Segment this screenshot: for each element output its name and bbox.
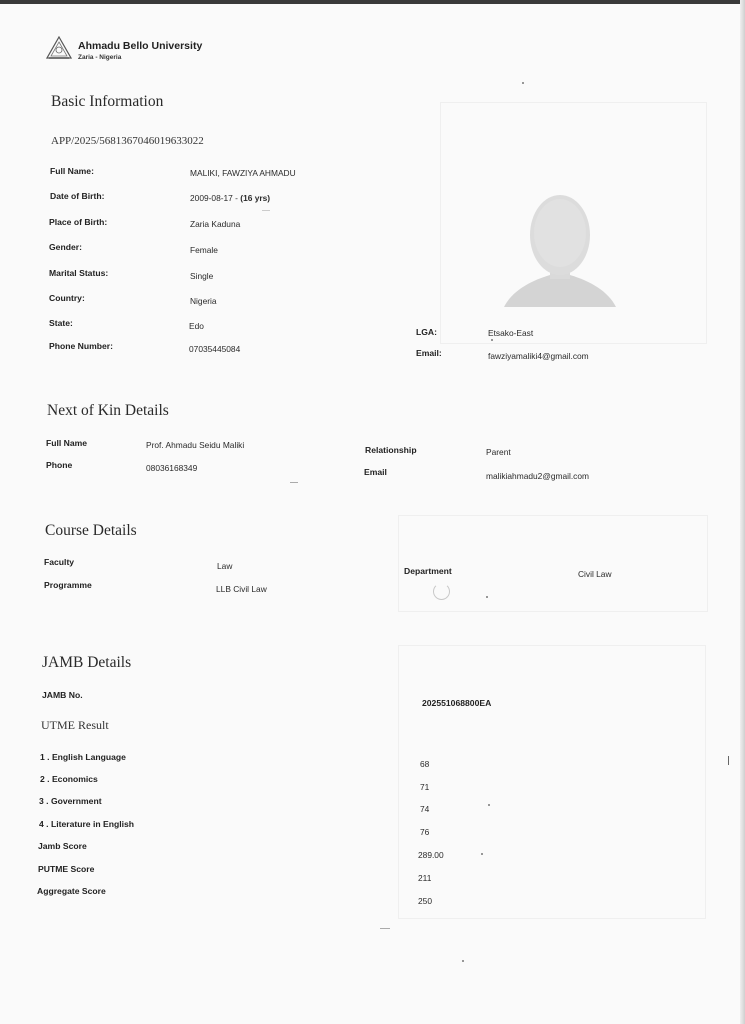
subject-label: 1 . English Language [40, 752, 126, 762]
kin-relationship-value: Parent [486, 447, 511, 457]
scan-speck [522, 82, 524, 84]
section-title-course: Course Details [45, 522, 137, 539]
subject-score: 68 [420, 759, 430, 769]
university-location: Zaria - Nigeria [78, 54, 122, 61]
phone-value: 07035445084 [189, 344, 241, 354]
kin-phone-value: 08036168349 [146, 463, 198, 473]
aggregate-label: Aggregate Score [37, 886, 106, 896]
application-id: APP/2025/5681367046019633022 [51, 135, 204, 147]
section-title-jamb: JAMB Details [42, 654, 132, 671]
pob-value: Zaria Kaduna [190, 219, 241, 229]
kin-email-value: malikiahmadu2@gmail.com [486, 471, 589, 481]
lga-label: LGA: [416, 327, 438, 337]
faculty-value: Law [217, 561, 233, 571]
jamb-score-label: Jamb Score [38, 841, 87, 851]
loading-spinner-icon [433, 583, 450, 600]
subject-score: 74 [420, 804, 430, 814]
kin-name-value: Prof. Ahmadu Seidu Maliki [146, 440, 245, 450]
dob-label: Date of Birth: [50, 191, 105, 201]
jamb-no-value: 202551068800EA [422, 698, 492, 708]
kin-email-label: Email [364, 467, 387, 477]
gender-label: Gender: [49, 242, 82, 252]
putme-score-value: 211 [418, 873, 432, 883]
scan-speck [290, 482, 298, 483]
aggregate-value: 250 [418, 896, 432, 906]
scan-speck [481, 853, 483, 855]
kin-phone-label: Phone [46, 460, 73, 470]
faculty-label: Faculty [44, 557, 75, 567]
gender-value: Female [190, 245, 218, 255]
passport-photo-placeholder [504, 195, 616, 317]
kin-relationship-label: Relationship [365, 445, 417, 455]
full-name-label: Full Name: [50, 166, 94, 176]
scan-speck [486, 596, 488, 598]
scan-top-edge [0, 0, 745, 4]
subject-label: 4 . Literature in English [39, 819, 135, 829]
state-label: State: [49, 318, 73, 328]
age-value: (16 yrs) [240, 193, 271, 203]
kin-name-label: Full Name [46, 438, 88, 448]
marital-value: Single [190, 271, 214, 281]
subject-label: 3 . Government [39, 796, 102, 806]
dob-value: 2009-08-17 - [190, 193, 241, 203]
department-value: Civil Law [578, 569, 612, 579]
university-name: Ahmadu Bello University [78, 40, 203, 52]
pob-label: Place of Birth: [49, 217, 108, 227]
email-value: fawziyamaliki4@gmail.com [488, 351, 589, 361]
scan-speck [491, 339, 493, 341]
utme-result-title: UTME Result [41, 718, 109, 732]
full-name-value: MALIKI, FAWZIYA AHMADU [190, 168, 296, 178]
programme-value: LLB Civil Law [216, 584, 267, 594]
subject-label: 2 . Economics [40, 774, 98, 784]
university-logo-icon [46, 36, 72, 60]
scan-speck [462, 960, 464, 962]
scan-right-edge [740, 0, 745, 1024]
state-value: Edo [189, 321, 204, 331]
section-title-basic: Basic Information [51, 93, 164, 110]
jamb-no-label: JAMB No. [42, 690, 83, 700]
putme-score-label: PUTME Score [38, 864, 95, 874]
section-title-kin: Next of Kin Details [47, 402, 169, 419]
subject-score: 71 [420, 782, 430, 792]
lga-value: Etsako-East [488, 328, 534, 338]
subject-score: 76 [420, 827, 430, 837]
scan-speck [488, 804, 490, 806]
department-label: Department [404, 566, 452, 576]
scan-speck [380, 928, 390, 929]
email-label: Email: [416, 348, 442, 358]
bleed-through-box [398, 645, 706, 919]
dob-field [190, 193, 270, 203]
scan-speck [728, 756, 729, 765]
country-label: Country: [49, 293, 85, 303]
phone-label: Phone Number: [49, 341, 113, 351]
programme-label: Programme [44, 580, 92, 590]
scan-speck [262, 210, 270, 211]
marital-label: Marital Status: [49, 268, 109, 278]
country-value: Nigeria [190, 296, 217, 306]
jamb-score-value: 289.00 [418, 850, 444, 860]
